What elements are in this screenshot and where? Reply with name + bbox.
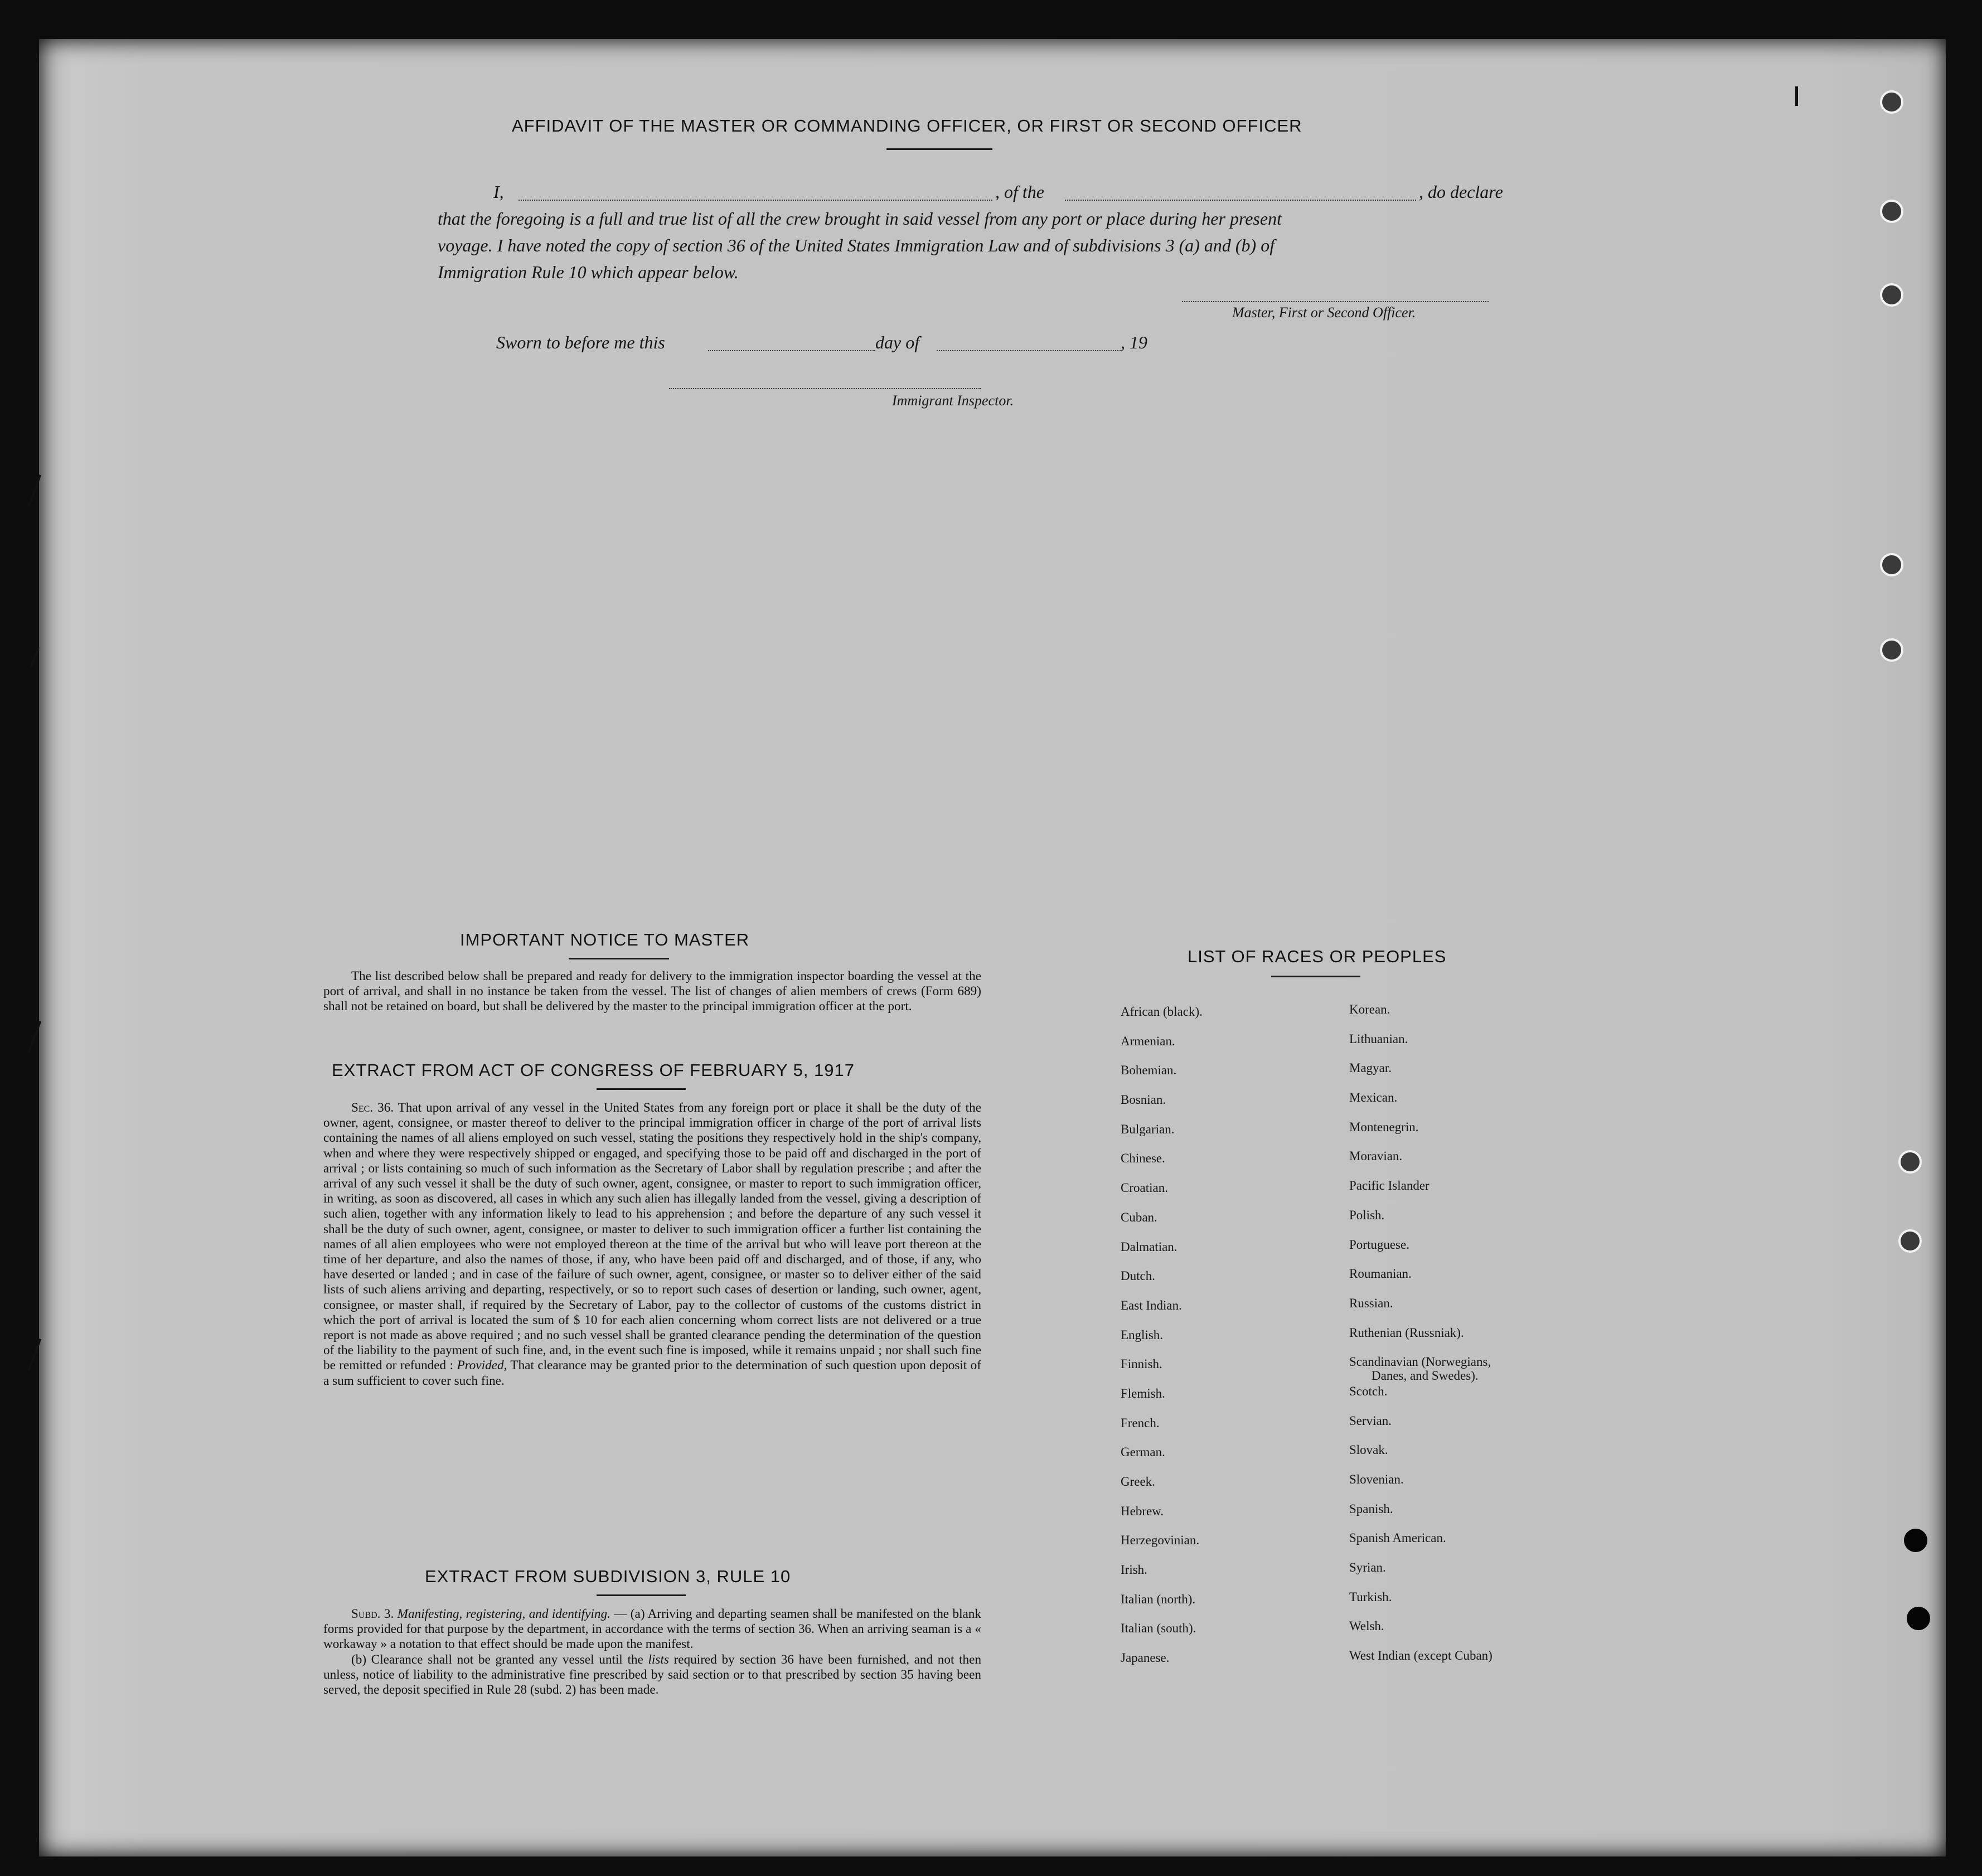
title-underline [1271,976,1360,977]
list-item: Italian (south). [1121,1621,1196,1636]
list-item: Japanese. [1121,1651,1170,1665]
sworn-day-blank[interactable] [708,350,875,351]
list-item: Turkish. [1349,1589,1392,1604]
list-item: Ruthenian (Russniak). [1349,1325,1464,1340]
list-item: Croatian. [1121,1181,1168,1195]
affidavit-line-3: voyage. I have noted the copy of section 36 of the United States Immigration Law and of subdivisions 3 (a) and (b) of [438,235,1275,255]
declarant-name-blank[interactable] [518,200,992,201]
list-item: Moravian. [1349,1149,1403,1164]
list-item: Slovenian. [1349,1472,1404,1486]
list-item: Syrian. [1349,1560,1386,1575]
binder-hole [1904,1529,1927,1552]
day-of-label: day of [875,332,920,352]
list-item: Finnish. [1121,1357,1162,1371]
list-item: Servian. [1349,1413,1392,1428]
list-item: Bulgarian. [1121,1122,1175,1136]
notice-title: IMPORTANT NOTICE TO MASTER [460,930,750,949]
pencil-mark [30,647,39,669]
vessel-name-blank[interactable] [1065,200,1416,201]
list-item: West Indian (except Cuban) [1349,1649,1492,1663]
master-signature-label: Master, First or Second Officer. [1232,304,1416,321]
list-item: Mexican. [1349,1090,1398,1105]
title-underline [597,1594,686,1596]
list-item: Bosnian. [1121,1093,1166,1107]
list-item: Dutch. [1121,1269,1155,1283]
binder-hole [1880,283,1903,307]
list-item: Scotch. [1349,1384,1388,1398]
list-item: Hebrew. [1121,1504,1164,1518]
list-item: French. [1121,1416,1160,1430]
pencil-mark [28,1021,41,1053]
list-item: English. [1121,1327,1164,1342]
notice-text: The list described below shall be prepared and ready for delivery to the immigration inspector boarding the vessel at the port of arrival, and shall in no instance be taken from the vessel. The list of changes of alien members of crews (Form 689) shall not be retained on board, but shall be delivered by the master to the principal immigration officer at the port. [323,969,981,1014]
binder-hole [1898,1229,1922,1253]
list-item: Dalmatian. [1121,1239,1177,1254]
list-item: German. [1121,1445,1165,1460]
list-item: Greek. [1121,1475,1155,1489]
list-item: African (black). [1121,1005,1203,1019]
title-underline [597,1088,686,1090]
pencil-mark [1795,86,1798,106]
title-underline [886,148,992,150]
list-item: Armenian. [1121,1034,1175,1048]
act-extract-title: EXTRACT FROM ACT OF CONGRESS OF FEBRUARY 5, 1917 [332,1060,855,1080]
list-item: Welsh. [1349,1619,1384,1633]
pencil-mark [28,1339,41,1371]
inspector-signature-label: Immigrant Inspector. [892,392,1014,409]
binder-hole [1880,638,1903,662]
races-title: LIST OF RACES OR PEOPLES [1188,947,1447,966]
list-item: Magyar. [1349,1061,1392,1075]
binder-hole [1907,1607,1930,1630]
pencil-mark [28,474,41,507]
list-item: Portuguese. [1349,1237,1409,1252]
list-item: Bohemian. [1121,1063,1177,1078]
inspector-signature-blank[interactable] [669,388,981,389]
affidavit-line-4: Immigration Rule 10 which appear below. [438,262,739,282]
do-declare-label: , do declare [1419,182,1503,202]
list-item: Roumanian. [1349,1267,1412,1281]
affidavit-line-2: that the foregoing is a full and true list of all the crew brought in said vessel from any port or place during her present [438,209,1282,229]
of-the-label: , of the [995,182,1044,202]
list-item: Chinese. [1121,1151,1165,1166]
list-item: Scandinavian (Norwegians, Danes, and Swedes). [1349,1355,1491,1383]
list-item: Slovak. [1349,1443,1388,1457]
list-item: Italian (north). [1121,1592,1196,1606]
declarant-label: I, [493,182,504,202]
master-signature-blank[interactable] [1182,301,1489,302]
list-item: Spanish American. [1349,1531,1446,1545]
list-item: Korean. [1349,1002,1390,1016]
sworn-month-blank[interactable] [937,350,1121,351]
races-list-right [1349,1002,1492,1678]
binder-hole [1898,1150,1922,1174]
list-item: Cuban. [1121,1210,1157,1224]
sworn-label: Sworn to before me this [496,332,665,352]
affidavit-title: AFFIDAVIT OF THE MASTER OR COMMANDING OFFICER, OR FIRST OR SECOND OFFICER [512,116,1302,135]
list-item: Flemish. [1121,1386,1165,1400]
binder-hole [1880,553,1903,576]
list-item: Herzegovinian. [1121,1533,1200,1548]
title-underline [569,958,669,959]
list-item: Russian. [1349,1296,1393,1310]
act-extract-text: Sec. 36. That upon arrival of any vessel in the United States from any foreign port or place it shall be the duty of the owner, agent, consignee, or master thereof to deliver to the principal immigration officer in charge of the port of arrival lists containing the names of all aliens employed on such vessel, stating the positions they respectively hold in the ship's company, when and where they were respectively shipped or engaged, and specifying those to be paid off and discharged in the port of arrival ; or lists containing so much of such information as the Secretary of Labor shall by regulation prescribe ; and after the arrival of any such vessel it shall be the duty of such owner, agent, consignee, or master to report to such immigration officer, in writing, as soon as discovered, all cases in which any such alien has illegally landed from the vessel, giving a description of such alien, together with any information likely to lead to his apprehension ; and before the departure of any such vessel it shall be the duty of such owner, agent, consignee, or master to deliver to such immigration officer a further list containing the names of all alien employees who were not employed thereon at the time of the arrival but who will leave port thereon at the time of her departure, and also the names of those, if any, who have been paid off and discharged, and of those, if any, who have deserted or landed ; and in case of the failure of such owner, agent, consignee, or master so to deliver either of the said lists of such aliens arriving and departing, respectively, or so to report such cases of desertion or landing, such owner, agent, consignee, or master shall, if required by the Secretary of Labor, pay to the collector of customs of the customs district in which the port of arrival is located the sum of $ 10 for each alien concerning whom correct lists are not delivered or a true report is not made as above required ; and no such vessel shall be granted clearance pending the determination of the question of the liability to the payment of such fine, and, in the event such fine is imposed, while it remains unpaid ; nor shall such fine be remitted or refunded : Provided, That clearance may be granted prior to the determination of such question upon deposit of a sum sufficient to cover such fine. [323,1101,981,1388]
list-item: Irish. [1121,1563,1147,1577]
list-item: Polish. [1349,1208,1385,1222]
races-list-left [1121,1005,1203,1680]
list-item: Pacific Islander [1349,1179,1429,1193]
rule-extract-title: EXTRACT FROM SUBDIVISION 3, RULE 10 [425,1567,791,1586]
binder-hole [1880,200,1903,223]
list-item: Montenegrin. [1349,1119,1419,1134]
year-label: , 19 [1121,332,1147,352]
list-item: East Indian. [1121,1298,1182,1312]
list-item: Lithuanian. [1349,1031,1408,1046]
manifest-page [39,39,1946,1856]
section-label: Sec. 36. [351,1101,394,1115]
binder-hole [1880,90,1903,114]
rule-extract-text: Subd. 3. Manifesting, registering, and identifying. — (a) Arriving and departing seamen shall be manifested on the blank forms provided for that purpose by the department, in accordance with the terms of section 36. When an arriving seaman is a « workaway » a notation to that effect should be made upon the manifest. (b) Clearance shall not be granted any vessel until the lists required by section 36 have been furnished, and not then unless, notice of liability to the administrative fine prescribed by said section or to that prescribed by section 35 having been served, the deposit specified in Rule 28 (subd. 2) has been made. [323,1607,982,1698]
list-item: Spanish. [1349,1501,1393,1516]
